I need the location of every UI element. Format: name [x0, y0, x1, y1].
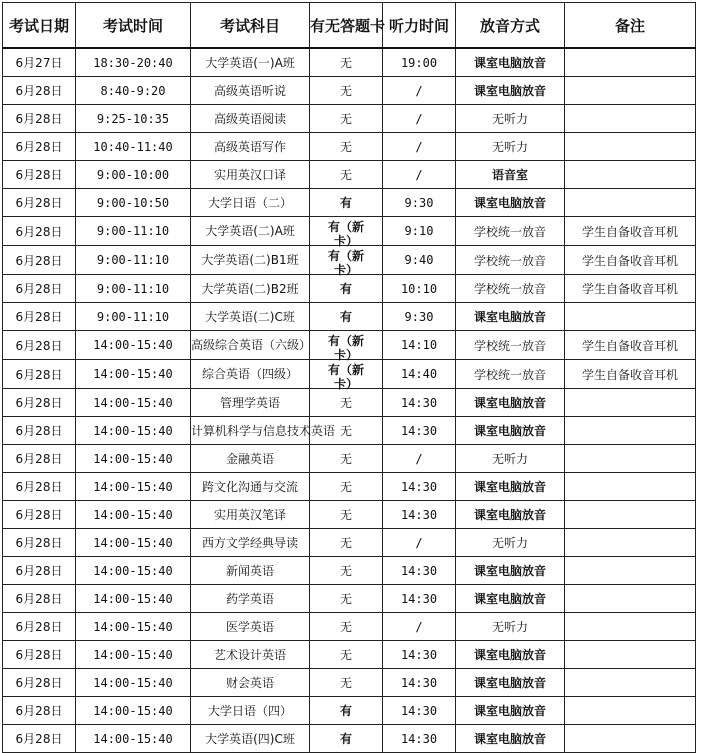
- cell-subject[interactable]: 大学日语（四）: [191, 697, 310, 725]
- cell-playback-method[interactable]: 学校统一放音: [456, 331, 565, 360]
- cell-time[interactable]: 9:00-11:10: [76, 303, 191, 331]
- cell-note[interactable]: [565, 585, 696, 613]
- cell-playback-method[interactable]: 无听力: [456, 529, 565, 557]
- cell-listening-time[interactable]: 14:30: [383, 473, 456, 501]
- cell-subject[interactable]: 大学英语(二)B1班: [191, 246, 310, 275]
- table-row: [3, 473, 696, 501]
- table-row: [3, 360, 696, 389]
- table-row: [3, 389, 696, 417]
- cell-playback-method[interactable]: 学校统一放音: [456, 360, 565, 389]
- cell-answer-card[interactable]: 无: [310, 473, 383, 501]
- cell-listening-time[interactable]: 14:30: [383, 669, 456, 697]
- cell-listening-time[interactable]: 14:10: [383, 331, 456, 360]
- cell-note[interactable]: [565, 445, 696, 473]
- cell-time[interactable]: 18:30-20:40: [76, 48, 191, 77]
- cell-listening-time[interactable]: 10:10: [383, 275, 456, 303]
- cell-subject[interactable]: 综合英语（四级）: [191, 360, 310, 389]
- cell-answer-card[interactable]: [310, 217, 383, 246]
- cell-subject[interactable]: 财会英语: [191, 669, 310, 697]
- header-playback-method[interactable]: 放音方式: [456, 3, 565, 49]
- cell-answer-card[interactable]: 无: [310, 585, 383, 613]
- cell-note[interactable]: [565, 77, 696, 105]
- cell-answer-card[interactable]: 无: [310, 529, 383, 557]
- cell-time[interactable]: 14:00-15:40: [76, 501, 191, 529]
- cell-answer-card[interactable]: 无: [310, 445, 383, 473]
- cell-time[interactable]: 10:40-11:40: [76, 133, 191, 161]
- cell-answer-card[interactable]: 有: [310, 697, 383, 725]
- cell-subject[interactable]: 计算机科学与信息技术英语: [191, 417, 310, 445]
- cell-listening-time[interactable]: 9:40: [383, 246, 456, 275]
- cell-date[interactable]: 6月28日: [3, 669, 76, 697]
- cell-date[interactable]: 6月28日: [3, 725, 76, 753]
- cell-listening-time[interactable]: 14:40: [383, 360, 456, 389]
- cell-playback-method[interactable]: 学校统一放音: [456, 275, 565, 303]
- cell-subject[interactable]: 高级英语阅读: [191, 105, 310, 133]
- cell-listening-time[interactable]: /: [383, 445, 456, 473]
- cell-note[interactable]: [565, 389, 696, 417]
- cell-note[interactable]: [565, 303, 696, 331]
- table-row: [3, 725, 696, 753]
- cell-note[interactable]: [565, 417, 696, 445]
- cell-playback-method[interactable]: 学校统一放音: [456, 217, 565, 246]
- header-answer-card[interactable]: 有无答题卡: [310, 3, 383, 49]
- cell-time[interactable]: 14:00-15:40: [76, 585, 191, 613]
- cell-date[interactable]: 6月28日: [3, 77, 76, 105]
- cell-answer-card[interactable]: 无: [310, 133, 383, 161]
- cell-note[interactable]: 学生自备收音耳机: [565, 360, 696, 389]
- cell-playback-method[interactable]: 课室电脑放音: [456, 697, 565, 725]
- cell-date[interactable]: 6月28日: [3, 417, 76, 445]
- table-row: [3, 669, 696, 697]
- cell-subject[interactable]: 药学英语: [191, 585, 310, 613]
- cell-subject[interactable]: 高级英语听说: [191, 77, 310, 105]
- cell-playback-method[interactable]: 无听力: [456, 105, 565, 133]
- cell-answer-card[interactable]: 无: [310, 557, 383, 585]
- cell-time[interactable]: 14:00-15:40: [76, 697, 191, 725]
- cell-playback-method[interactable]: 课室电脑放音: [456, 303, 565, 331]
- cell-time[interactable]: 14:00-15:40: [76, 669, 191, 697]
- cell-date[interactable]: 6月27日: [3, 48, 76, 77]
- table-row: [3, 133, 696, 161]
- answer-card-text: 有（新卡）: [327, 363, 364, 391]
- cell-listening-time[interactable]: 14:30: [383, 557, 456, 585]
- cell-time[interactable]: 14:00-15:40: [76, 529, 191, 557]
- cell-listening-time[interactable]: /: [383, 105, 456, 133]
- table-row: [3, 697, 696, 725]
- cell-subject[interactable]: 大学英语(一)A班: [191, 48, 310, 77]
- cell-time[interactable]: 14:00-15:40: [76, 473, 191, 501]
- cell-date[interactable]: 6月28日: [3, 189, 76, 217]
- cell-answer-card[interactable]: 无: [310, 161, 383, 189]
- cell-subject[interactable]: 大学英语(二)A班: [191, 217, 310, 246]
- header-time[interactable]: 考试时间: [76, 3, 191, 49]
- cell-note[interactable]: [565, 725, 696, 753]
- cell-listening-time[interactable]: /: [383, 613, 456, 641]
- cell-listening-time[interactable]: 9:30: [383, 189, 456, 217]
- cell-date[interactable]: 6月28日: [3, 529, 76, 557]
- cell-subject[interactable]: 大学英语(二)B2班: [191, 275, 310, 303]
- cell-note[interactable]: [565, 641, 696, 669]
- cell-note[interactable]: [565, 48, 696, 77]
- cell-note[interactable]: [565, 501, 696, 529]
- cell-listening-time[interactable]: 14:30: [383, 641, 456, 669]
- cell-listening-time[interactable]: /: [383, 77, 456, 105]
- cell-playback-method[interactable]: 课室电脑放音: [456, 389, 565, 417]
- cell-note[interactable]: [565, 669, 696, 697]
- answer-card-text: 有（新卡）: [327, 220, 364, 248]
- cell-answer-card[interactable]: 有: [310, 725, 383, 753]
- cell-answer-card[interactable]: 无: [310, 613, 383, 641]
- cell-date[interactable]: 6月28日: [3, 331, 76, 360]
- cell-note[interactable]: [565, 557, 696, 585]
- cell-listening-time[interactable]: /: [383, 529, 456, 557]
- cell-date[interactable]: 6月28日: [3, 105, 76, 133]
- cell-playback-method[interactable]: 课室电脑放音: [456, 725, 565, 753]
- cell-subject[interactable]: 大学英语(四)C班: [191, 725, 310, 753]
- header-row: [3, 3, 696, 49]
- cell-playback-method[interactable]: 课室电脑放音: [456, 473, 565, 501]
- cell-note[interactable]: 学生自备收音耳机: [565, 246, 696, 275]
- cell-playback-method[interactable]: 课室电脑放音: [456, 189, 565, 217]
- cell-date[interactable]: 6月28日: [3, 389, 76, 417]
- cell-date[interactable]: 6月28日: [3, 641, 76, 669]
- cell-note[interactable]: 学生自备收音耳机: [565, 217, 696, 246]
- cell-playback-method[interactable]: 无听力: [456, 133, 565, 161]
- cell-subject[interactable]: 高级英语写作: [191, 133, 310, 161]
- cell-playback-method[interactable]: 无听力: [456, 613, 565, 641]
- cell-playback-method[interactable]: 课室电脑放音: [456, 77, 565, 105]
- cell-answer-card[interactable]: 无: [310, 417, 383, 445]
- cell-playback-method[interactable]: 语音室: [456, 161, 565, 189]
- cell-time[interactable]: 9:00-11:10: [76, 275, 191, 303]
- cell-listening-time[interactable]: 14:30: [383, 725, 456, 753]
- cell-listening-time[interactable]: 19:00: [383, 48, 456, 77]
- cell-listening-time[interactable]: 14:30: [383, 697, 456, 725]
- cell-subject[interactable]: 大学日语（二）: [191, 189, 310, 217]
- cell-subject[interactable]: 艺术设计英语: [191, 641, 310, 669]
- cell-note[interactable]: 学生自备收音耳机: [565, 275, 696, 303]
- cell-time[interactable]: 14:00-15:40: [76, 557, 191, 585]
- cell-note[interactable]: [565, 697, 696, 725]
- cell-playback-method[interactable]: 课室电脑放音: [456, 585, 565, 613]
- header-listening-time[interactable]: 听力时间: [383, 3, 456, 49]
- cell-date[interactable]: 6月28日: [3, 613, 76, 641]
- table-row: [3, 585, 696, 613]
- table-row: [3, 246, 696, 275]
- table-row: [3, 303, 696, 331]
- cell-answer-card[interactable]: 无: [310, 501, 383, 529]
- cell-listening-time[interactable]: 14:30: [383, 585, 456, 613]
- table-row: [3, 77, 696, 105]
- cell-subject[interactable]: 金融英语: [191, 445, 310, 473]
- cell-date[interactable]: 6月28日: [3, 445, 76, 473]
- answer-card-text: 有（新卡）: [327, 334, 364, 362]
- cell-answer-card[interactable]: 无: [310, 641, 383, 669]
- cell-answer-card[interactable]: [310, 246, 383, 275]
- cell-date[interactable]: 6月28日: [3, 473, 76, 501]
- header-subject[interactable]: 考试科目: [191, 3, 310, 49]
- table-row: [3, 529, 696, 557]
- cell-listening-time[interactable]: 14:30: [383, 389, 456, 417]
- header-note[interactable]: 备注: [565, 3, 696, 49]
- cell-time[interactable]: 14:00-15:40: [76, 725, 191, 753]
- cell-answer-card[interactable]: 有: [310, 303, 383, 331]
- table-row: [3, 217, 696, 246]
- cell-listening-time[interactable]: /: [383, 133, 456, 161]
- table-row: [3, 161, 696, 189]
- cell-time[interactable]: 14:00-15:40: [76, 331, 191, 360]
- cell-date[interactable]: 6月28日: [3, 697, 76, 725]
- cell-date[interactable]: 6月28日: [3, 217, 76, 246]
- cell-time[interactable]: 9:25-10:35: [76, 105, 191, 133]
- table-row: [3, 189, 696, 217]
- cell-time[interactable]: 9:00-11:10: [76, 217, 191, 246]
- cell-time[interactable]: 14:00-15:40: [76, 445, 191, 473]
- cell-time[interactable]: 8:40-9:20: [76, 77, 191, 105]
- cell-answer-card[interactable]: 有: [310, 189, 383, 217]
- cell-subject[interactable]: 实用英汉口译: [191, 161, 310, 189]
- table-row: [3, 613, 696, 641]
- cell-date[interactable]: 6月28日: [3, 246, 76, 275]
- cell-note[interactable]: [565, 473, 696, 501]
- cell-subject[interactable]: 实用英汉笔译: [191, 501, 310, 529]
- cell-note[interactable]: [565, 189, 696, 217]
- cell-playback-method[interactable]: 无听力: [456, 445, 565, 473]
- cell-time[interactable]: 14:00-15:40: [76, 360, 191, 389]
- cell-subject[interactable]: 跨文化沟通与交流: [191, 473, 310, 501]
- cell-listening-time[interactable]: 14:30: [383, 501, 456, 529]
- cell-time[interactable]: 14:00-15:40: [76, 613, 191, 641]
- cell-date[interactable]: 6月28日: [3, 501, 76, 529]
- cell-playback-method[interactable]: 课室电脑放音: [456, 501, 565, 529]
- answer-card-text: 有（新卡）: [327, 249, 364, 277]
- cell-note[interactable]: [565, 133, 696, 161]
- table-row: [3, 275, 696, 303]
- table-row: [3, 445, 696, 473]
- cell-answer-card[interactable]: 无: [310, 389, 383, 417]
- cell-subject[interactable]: 大学英语(二)C班: [191, 303, 310, 331]
- cell-answer-card[interactable]: [310, 360, 383, 389]
- cell-answer-card[interactable]: 无: [310, 77, 383, 105]
- cell-date[interactable]: 6月28日: [3, 133, 76, 161]
- cell-playback-method[interactable]: 课室电脑放音: [456, 669, 565, 697]
- table-row: [3, 105, 696, 133]
- cell-subject[interactable]: 高级综合英语（六级）: [191, 331, 310, 360]
- cell-time[interactable]: 14:00-15:40: [76, 641, 191, 669]
- cell-date[interactable]: 6月28日: [3, 360, 76, 389]
- cell-date[interactable]: 6月28日: [3, 557, 76, 585]
- table-row: [3, 48, 696, 77]
- cell-date[interactable]: 6月28日: [3, 585, 76, 613]
- cell-listening-time[interactable]: 9:30: [383, 303, 456, 331]
- cell-note[interactable]: [565, 529, 696, 557]
- table-body: [3, 48, 696, 753]
- cell-subject[interactable]: 医学英语: [191, 613, 310, 641]
- cell-date[interactable]: 6月28日: [3, 303, 76, 331]
- cell-time[interactable]: 9:00-11:10: [76, 246, 191, 275]
- cell-subject[interactable]: 管理学英语: [191, 389, 310, 417]
- cell-playback-method[interactable]: 课室电脑放音: [456, 417, 565, 445]
- cell-time[interactable]: 14:00-15:40: [76, 417, 191, 445]
- cell-time[interactable]: 9:00-10:00: [76, 161, 191, 189]
- cell-note[interactable]: [565, 105, 696, 133]
- cell-note[interactable]: [565, 613, 696, 641]
- cell-answer-card[interactable]: 无: [310, 105, 383, 133]
- cell-time[interactable]: 14:00-15:40: [76, 389, 191, 417]
- cell-answer-card[interactable]: 无: [310, 669, 383, 697]
- table-row: [3, 331, 696, 360]
- cell-answer-card[interactable]: 无: [310, 48, 383, 77]
- cell-playback-method[interactable]: 课室电脑放音: [456, 641, 565, 669]
- exam-schedule-table: [2, 2, 696, 753]
- cell-note[interactable]: [565, 161, 696, 189]
- table-row: [3, 501, 696, 529]
- cell-time[interactable]: 9:00-10:50: [76, 189, 191, 217]
- table-row: [3, 557, 696, 585]
- cell-subject[interactable]: 西方文学经典导读: [191, 529, 310, 557]
- header-date[interactable]: 考试日期: [3, 3, 76, 49]
- cell-playback-method[interactable]: 课室电脑放音: [456, 557, 565, 585]
- cell-note[interactable]: 学生自备收音耳机: [565, 331, 696, 360]
- cell-listening-time[interactable]: /: [383, 161, 456, 189]
- cell-playback-method[interactable]: 学校统一放音: [456, 246, 565, 275]
- cell-subject[interactable]: 新闻英语: [191, 557, 310, 585]
- table-row: [3, 417, 696, 445]
- cell-listening-time[interactable]: 9:10: [383, 217, 456, 246]
- table-row: [3, 641, 696, 669]
- cell-answer-card[interactable]: 有: [310, 275, 383, 303]
- cell-date[interactable]: 6月28日: [3, 161, 76, 189]
- cell-listening-time[interactable]: 14:30: [383, 417, 456, 445]
- cell-answer-card[interactable]: [310, 331, 383, 360]
- cell-playback-method[interactable]: 课室电脑放音: [456, 48, 565, 77]
- cell-date[interactable]: 6月28日: [3, 275, 76, 303]
